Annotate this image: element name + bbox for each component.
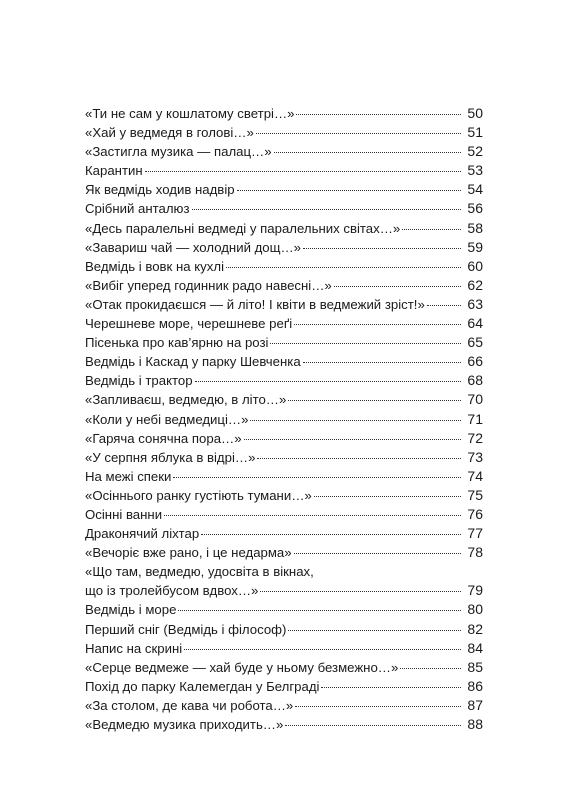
- toc-entry: [85, 620, 483, 639]
- dot-leader: [195, 381, 461, 382]
- toc-entry-page: 78: [467, 544, 483, 561]
- toc-entry-title: На межі спеки: [85, 468, 172, 484]
- toc-entry: [85, 486, 483, 505]
- toc-entry-title: «У серпня яблука в відрі…»: [85, 449, 256, 465]
- toc-entry-page: 54: [467, 181, 483, 198]
- toc-entry: [85, 524, 483, 543]
- toc-entry: [85, 410, 483, 429]
- dot-leader: [164, 515, 461, 516]
- toc-entry-page: 79: [467, 582, 483, 599]
- toc-entry-title: «Гаряча сонячна пора…»: [85, 430, 242, 446]
- toc-entry-title: «Десь паралельні ведмеді у паралельних світах…»: [85, 220, 401, 236]
- toc-entry-title: Ведмідь і вовк на кухлі: [85, 258, 224, 274]
- toc-entry-title: Черешневе море, черешневе реґі: [85, 316, 293, 332]
- toc-entry: [85, 600, 483, 619]
- toc-entry-page: 82: [467, 620, 483, 637]
- toc-entry-title: «Вечоріє вже рано, і це недарма»: [85, 545, 292, 561]
- toc-entry-title: «Осіннього ранку густіють тумани…»: [85, 487, 312, 503]
- dot-leader: [201, 534, 461, 535]
- toc-entry: [85, 276, 483, 295]
- toc-entry-title: Карантин: [85, 163, 143, 179]
- toc-entry-title: Похід до парку Калемегдан у Белграді: [85, 678, 320, 694]
- dot-leader: [256, 133, 461, 134]
- toc-entry-page: 68: [467, 372, 483, 389]
- dot-leader: [296, 114, 461, 115]
- toc-entry-title: Ведмідь і трактор: [85, 373, 193, 389]
- toc-entry-title-line-1: «Що там, ведмедю, удосвіта в вікнах,: [85, 564, 314, 580]
- toc-entry: [85, 543, 483, 562]
- toc-entry-title: «Отак прокидаєшся — й літо! І квіти в ведмежий зріст!»: [85, 296, 425, 312]
- toc-entry: [85, 257, 483, 276]
- dot-leader: [294, 324, 461, 325]
- toc-entry-page: 75: [467, 486, 483, 503]
- toc-entry-multiline: [85, 562, 483, 600]
- dot-leader: [303, 362, 461, 363]
- toc-entry-page: 88: [467, 716, 483, 732]
- toc-entry-title: «Хай у ведмедя в голові…»: [85, 125, 254, 141]
- toc-entry-title: Як ведмідь ходив надвір: [85, 182, 235, 198]
- toc-entry-page: 58: [467, 219, 483, 236]
- dot-leader: [274, 152, 461, 153]
- toc-entry-page: 71: [467, 410, 483, 427]
- dot-leader: [295, 706, 461, 707]
- toc-entry-title: «Завариш чай — холодний дощ…»: [85, 239, 302, 255]
- toc-entry: [85, 199, 483, 218]
- toc-entry-page: 76: [467, 505, 483, 522]
- toc-entry-page: 66: [467, 353, 483, 370]
- toc-entry-page: 85: [467, 658, 483, 675]
- toc-entry-page: 56: [467, 200, 483, 217]
- toc-entry: [85, 104, 483, 123]
- toc-entry-page: 64: [467, 315, 483, 332]
- dot-leader: [294, 553, 461, 554]
- toc-entry-title: Ведмідь і море: [85, 602, 177, 618]
- toc-entry-title: «За столом, де кава чи робота…»: [85, 697, 294, 713]
- toc-entry-title: «Серце ведмеже — хай буде у ньому безмежно…»: [85, 659, 399, 675]
- toc-entry: [85, 696, 483, 715]
- toc-entry: [85, 295, 483, 314]
- toc-entry: [85, 142, 483, 161]
- toc-entry-page: 77: [467, 525, 483, 542]
- table-of-contents: [85, 104, 483, 734]
- toc-entry-title: «Ти не сам у кошлатому светрі…»: [85, 106, 295, 121]
- toc-entry-title: «Ведмедю музика приходить…»: [85, 717, 284, 732]
- toc-entry-title: Осінні ванни: [85, 506, 163, 522]
- toc-entry: [85, 123, 483, 142]
- toc-entry: [85, 390, 483, 409]
- toc-entry: [85, 371, 483, 390]
- toc-entry-page: 80: [467, 601, 483, 618]
- toc-entry: [85, 161, 483, 180]
- toc-entries-bottom: [85, 600, 483, 734]
- toc-entry-page: 73: [467, 448, 483, 465]
- toc-entry-title: Срібний анталюз: [85, 201, 190, 217]
- toc-entry-title: Ведмідь і Каскад у парку Шевченка: [85, 354, 301, 370]
- toc-entry: [85, 467, 483, 486]
- dot-leader: [288, 630, 461, 631]
- toc-entry: [85, 448, 483, 467]
- toc-entry: [85, 505, 483, 524]
- toc-entry: [85, 219, 483, 238]
- toc-entry: [85, 352, 483, 371]
- toc-entry-page: 52: [467, 143, 483, 160]
- dot-leader: [402, 229, 461, 230]
- toc-entry-title: «Запливаєш, ведмедю, в літо…»: [85, 392, 287, 408]
- toc-entry-page: 50: [467, 105, 483, 121]
- toc-entry: [85, 639, 483, 658]
- dot-leader: [314, 496, 461, 497]
- dot-leader: [427, 305, 461, 306]
- toc-entry-page: 53: [467, 162, 483, 179]
- toc-entry: [85, 658, 483, 677]
- toc-entry-page: 84: [467, 639, 483, 656]
- toc-entry-page: 51: [467, 124, 483, 141]
- toc-entry-page: 86: [467, 677, 483, 694]
- dot-leader: [321, 687, 461, 688]
- dot-leader: [303, 248, 461, 249]
- toc-entry-title: Драконячий ліхтар: [85, 526, 200, 542]
- toc-entry: [85, 429, 483, 448]
- toc-entry: [85, 314, 483, 333]
- toc-entry-title: «Застигла музика — палац…»: [85, 144, 272, 160]
- toc-entry-page: 87: [467, 696, 483, 713]
- toc-entry-page: 74: [467, 467, 483, 484]
- dot-leader: [184, 649, 461, 650]
- toc-entry: [85, 677, 483, 696]
- toc-entry-page: 65: [467, 334, 483, 351]
- toc-entry-page: 63: [467, 295, 483, 312]
- toc-entry-title: «Вибіг уперед годинник радо навесні…»: [85, 277, 332, 293]
- dot-leader: [178, 610, 461, 611]
- toc-entry-page: 62: [467, 276, 483, 293]
- toc-entry-title: Напис на скрині: [85, 640, 183, 656]
- toc-entry: [85, 238, 483, 257]
- toc-entry-title: Пісенька про кав’ярню на розі: [85, 335, 269, 351]
- dot-leader: [270, 343, 461, 344]
- dot-leader: [260, 591, 461, 592]
- dot-leader: [226, 267, 461, 268]
- toc-entry-title-line-2: що із тролейбусом вдвох…»: [85, 583, 259, 599]
- dot-leader: [173, 477, 461, 478]
- toc-entry: [85, 333, 483, 352]
- toc-entry-page: 70: [467, 391, 483, 408]
- toc-entries-top: [85, 104, 483, 562]
- dot-leader: [237, 190, 461, 191]
- dot-leader: [288, 400, 461, 401]
- dot-leader: [244, 439, 461, 440]
- toc-entry-page: 60: [467, 257, 483, 274]
- dot-leader: [192, 209, 462, 210]
- dot-leader: [250, 420, 461, 421]
- toc-entry-page: 72: [467, 429, 483, 446]
- toc-entry-title: «Коли у небі ведмедиці…»: [85, 411, 249, 427]
- dot-leader: [400, 668, 461, 669]
- toc-entry-title: Перший сніг (Ведмідь і філософ): [85, 621, 287, 637]
- toc-entry: [85, 715, 483, 734]
- dot-leader: [145, 171, 461, 172]
- dot-leader: [285, 725, 461, 726]
- toc-entry-page: 59: [467, 238, 483, 255]
- dot-leader: [257, 458, 461, 459]
- dot-leader: [334, 286, 461, 287]
- toc-entry: [85, 180, 483, 199]
- toc-entry: [85, 581, 483, 600]
